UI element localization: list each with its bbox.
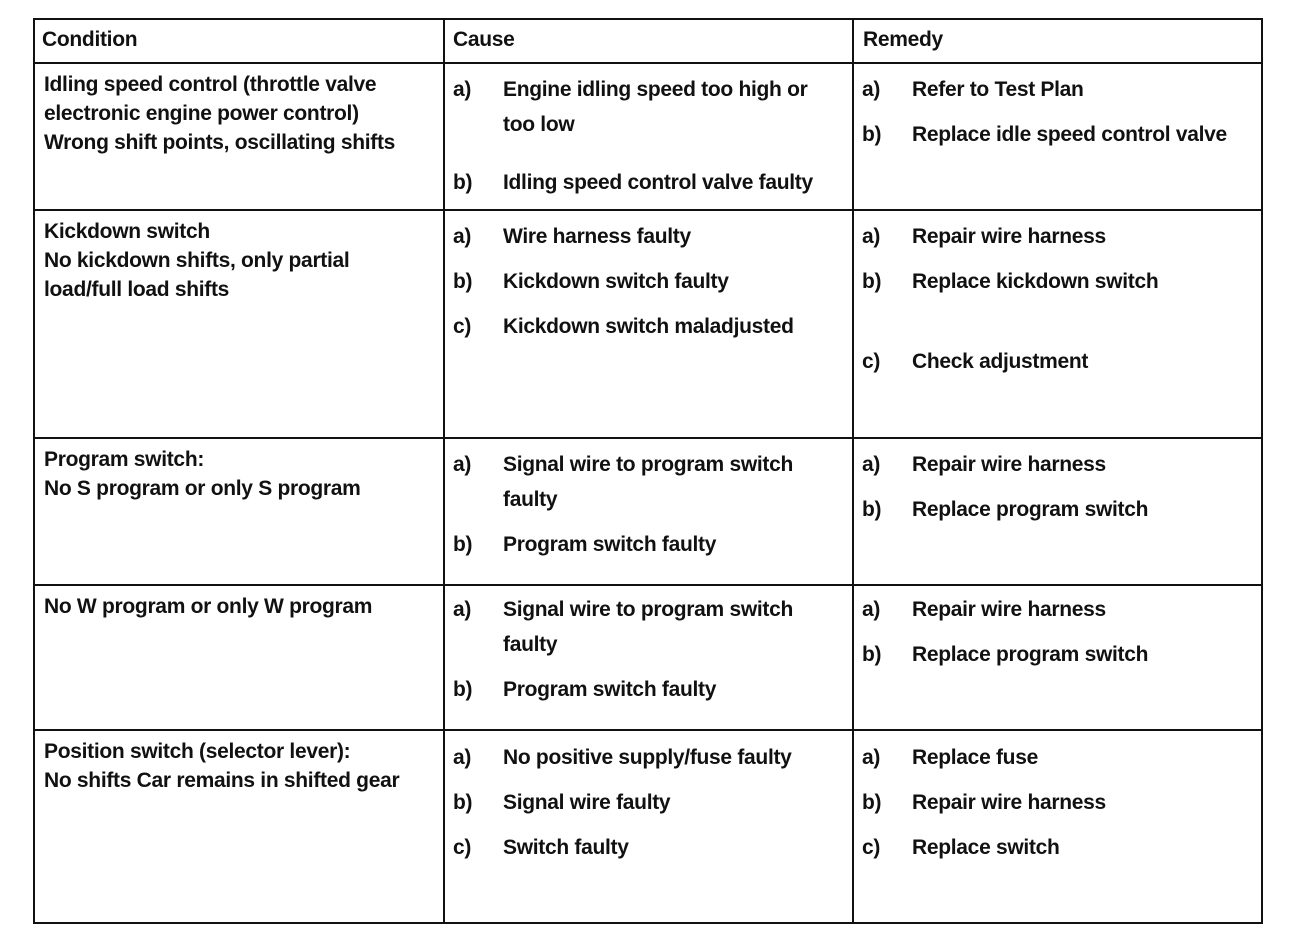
item-text: Engine idling speed too high or too low [503,78,808,136]
item-letter: b) [453,791,473,814]
item-letter: b) [453,171,473,194]
item-letter: a) [453,746,472,769]
item-letter: b) [862,498,882,521]
header-condition: Condition [42,28,138,51]
item-text: Replace switch [912,836,1060,859]
item-text: Check adjustment [912,350,1089,373]
item-letter: a) [453,598,472,621]
item-text: Idling speed control valve faulty [503,171,813,194]
item-letter: c) [862,836,881,859]
header-divider [35,62,1261,64]
item-letter: a) [862,225,881,248]
item-letter: b) [453,533,473,556]
condition-line: Program switch: [44,448,205,471]
item-letter: a) [862,746,881,769]
item-text: Refer to Test Plan [912,78,1084,101]
item-letter: b) [862,643,882,666]
item-text: Replace program switch [912,498,1149,521]
condition-line: No W program or only W program [44,595,373,618]
condition-line: No kickdown shifts, only partial [44,249,350,272]
item-text: Replace program switch [912,643,1149,666]
condition-line: Idling speed control (throttle valve [44,73,377,96]
item-letter: b) [453,678,473,701]
condition-line: No S program or only S program [44,477,361,500]
condition-cell [44,217,434,304]
condition-line: load/full load shifts [44,278,230,301]
item-letter: a) [453,453,472,476]
condition-line: electronic engine power control) [44,102,359,125]
condition-cell [44,592,434,621]
row-divider [35,729,1261,731]
item-letter: b) [862,270,882,293]
item-text: Repair wire harness [912,598,1106,621]
item-text: Kickdown switch maladjusted [503,315,794,338]
item-letter: a) [862,598,881,621]
item-text: Repair wire harness [912,791,1106,814]
item-text: Signal wire to program switch faulty [503,453,794,511]
item-text: Replace fuse [912,746,1038,769]
item-text: Signal wire faulty [503,791,671,814]
item-letter: c) [453,836,472,859]
item-text: Program switch faulty [503,533,717,556]
condition-cell [44,737,434,795]
condition-line: Position switch (selector lever): [44,740,351,763]
item-letter: a) [862,78,881,101]
condition-cell [44,445,434,503]
item-letter: a) [453,225,472,248]
item-letter: c) [862,350,881,373]
row-divider [35,584,1261,586]
row-divider [35,437,1261,439]
item-text: Program switch faulty [503,678,717,701]
item-letter: b) [862,791,882,814]
header-cause: Cause [453,28,515,51]
item-text: Signal wire to program switch faulty [503,598,794,656]
condition-line: No shifts Car remains in shifted gear [44,769,400,792]
item-text: Replace idle speed control valve [912,123,1227,146]
item-text: No positive supply/fuse faulty [503,746,792,769]
condition-line: Kickdown switch [44,220,210,243]
item-letter: a) [862,453,881,476]
item-text: Replace kickdown switch [912,270,1159,293]
item-letter: c) [453,315,472,338]
condition-line: Wrong shift points, oscillating shifts [44,131,396,154]
condition-cell [44,70,434,157]
item-text: Wire harness faulty [503,225,691,248]
item-text: Repair wire harness [912,453,1106,476]
troubleshooting-table [33,18,1263,924]
item-text: Switch faulty [503,836,629,859]
column-divider [443,20,445,922]
header-remedy: Remedy [863,28,943,51]
column-divider [852,20,854,922]
item-letter: a) [453,78,472,101]
item-letter: b) [862,123,882,146]
item-letter: b) [453,270,473,293]
item-text: Repair wire harness [912,225,1106,248]
item-text: Kickdown switch faulty [503,270,729,293]
row-divider [35,209,1261,211]
